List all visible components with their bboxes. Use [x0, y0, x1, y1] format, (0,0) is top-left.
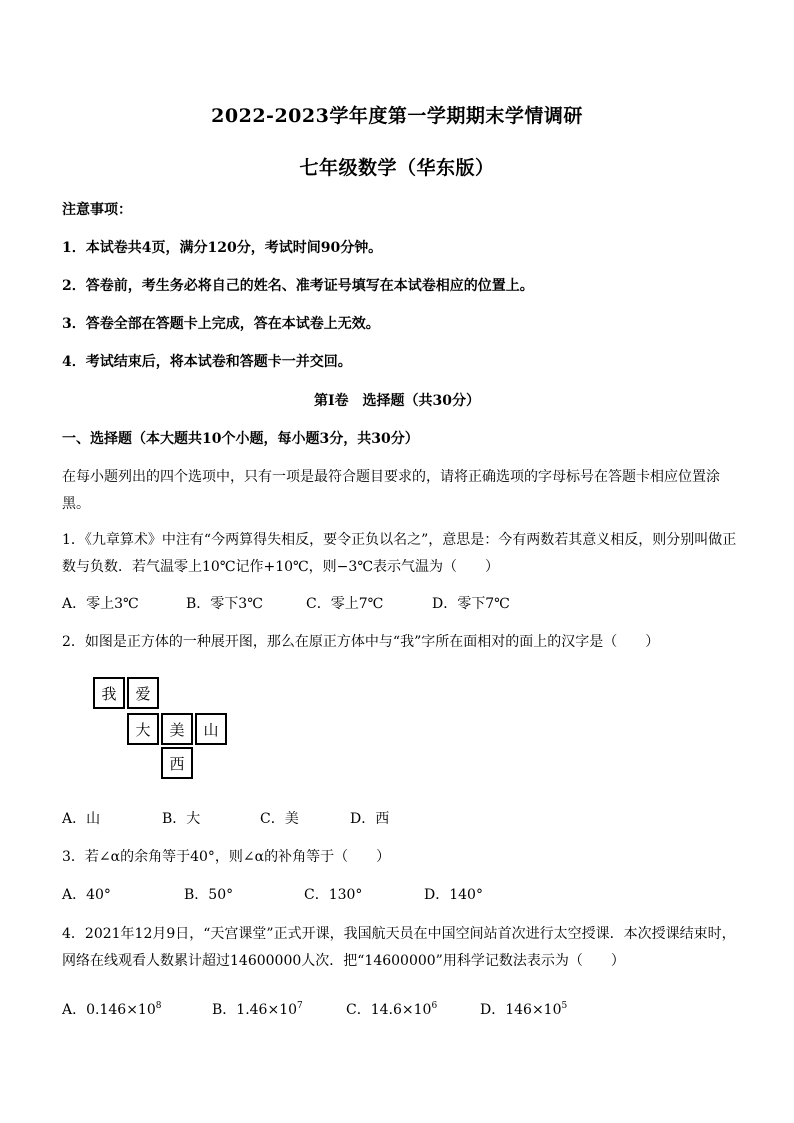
exam-title: 2022-2023学年度第一学期期末学情调研 [211, 105, 583, 127]
option-b: B．零下3℃ [186, 596, 263, 612]
option-d: D．140° [424, 887, 483, 903]
question-options [62, 881, 742, 909]
option-d: D．西 [350, 811, 390, 827]
cube-net-figure [93, 677, 233, 787]
option-a: A．山 [62, 811, 101, 827]
question-options [62, 590, 742, 618]
option-d: D．零下7℃ [432, 596, 510, 612]
question-options [62, 805, 742, 833]
option-a: A．40° [62, 887, 111, 903]
question-stem: 2．如图是正方体的一种展开图，那么在原正方体中与“我”字所在面相对的面上的汉字是（ ） [62, 634, 660, 650]
net-cell: 美 [161, 713, 193, 745]
option-b: B．$1.46\times 10^7$ [212, 1001, 303, 1018]
option-a: A．零上3℃ [62, 596, 139, 612]
option-a: A．$0.146\times 10^8$ [62, 1001, 162, 1018]
section-title: 一、选择题（本大题共10个小题，每小题3分，共30分） [62, 431, 419, 447]
net-cell: 大 [127, 713, 159, 745]
option-c: C．$14.6\times 10^6$ [346, 1001, 438, 1018]
net-cell: 爱 [127, 677, 159, 709]
notice-item: 4．考试结束后，将本试卷和答题卡一并交回。 [62, 354, 352, 370]
option-c: C．130° [304, 887, 363, 903]
section-instruction: 在每小题列出的四个选项中，只有一项是最符合题目要求的，请将正确选项的字母标号在答题卡相应位置涂黑。 [62, 469, 720, 512]
net-cell: 我 [93, 677, 125, 709]
question-options [62, 992, 742, 1024]
part-title: 第Ⅰ卷 选择题（共30分） [313, 393, 481, 409]
option-d: D．$146\times 10^5$ [480, 1001, 568, 1018]
notice-heading: 注意事项： [62, 202, 132, 218]
option-c: C．零上7℃ [306, 596, 384, 612]
notice-item: 3．答卷全部在答题卡上完成，答在本试卷上无效。 [62, 316, 380, 332]
option-b: B．50° [184, 887, 234, 903]
question-stem: 1．《九章算术》中注有“今两算得失相反，要令正负以名之”，意思是：今有两数若其意义相反，则分别叫做正数与负数．若气温零上10℃记作+10℃，则−3℃表示气温为（ ） [62, 532, 737, 575]
question-stem: 3．若∠α的余角等于40°，则∠α的补角等于（ ） [62, 849, 391, 865]
net-cell: 山 [195, 713, 227, 745]
notice-item: 2．答卷前，考生务必将自己的姓名、准考证号填写在本试卷相应的位置上。 [62, 278, 534, 294]
question-stem: 4．2021年12月9日，“天宫课堂”正式开课，我国航天员在中国空间站首次进行太空授课．本次授课结束时，网络在线观看人数累计超过14600000人次．把“14600000”用科学记数法表示为（ ） [62, 926, 736, 969]
option-c: C．美 [260, 811, 299, 827]
exam-subtitle: 七年级数学（华东版） [299, 157, 495, 179]
net-cell: 西 [161, 747, 193, 779]
option-b: B．大 [162, 811, 201, 827]
notice-item: 1．本试卷共4页，满分120分，考试时间90分钟。 [62, 240, 383, 256]
